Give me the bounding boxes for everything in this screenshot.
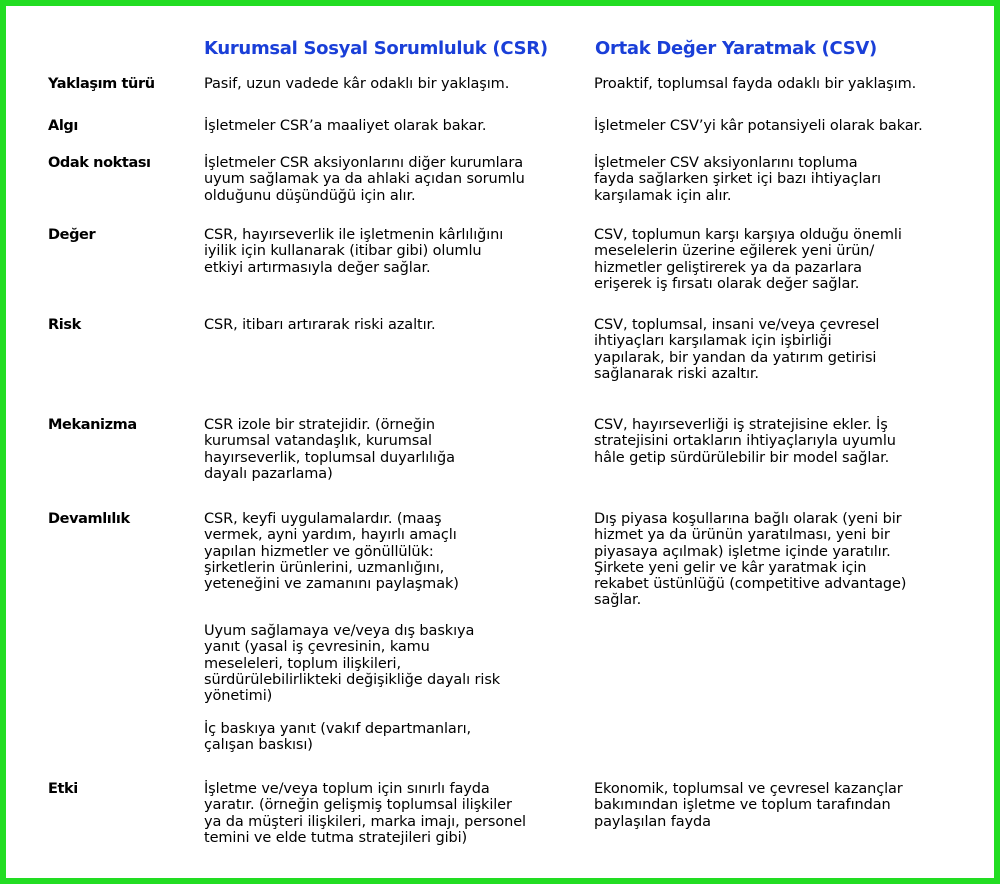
row-label-impact: Etki xyxy=(48,781,78,797)
csr-continuity-compliance: Uyum sağlamaya ve/veya dış baskıya yanıt (yasal iş çevresinin, kamu meseleleri, toplum ilişkileri, sürdürülebilirlikteki değişikliğe dayalı risk yönetimi) xyxy=(204,623,501,705)
csr-mechanism: CSR izole bir stratejidir. (örneğin kurumsal vatandaşlık, kurumsal hayırseverlik, toplumsal duyarlılığa dayalı pazarlama) xyxy=(204,417,455,482)
csr-approach: Pasif, uzun vadede kâr odaklı bir yaklaşım. xyxy=(204,76,510,92)
row-label-risk: Risk xyxy=(48,317,81,333)
csv-focus: İşletmeler CSV aksiyonlarını topluma fayda sağlarken şirket içi bazı ihtiyaçları karşılamak için alır. xyxy=(594,155,881,204)
csv-continuity: Dış piyasa koşullarına bağlı olarak (yeni bir hizmet ya da ürünün yaratılması, yeni bir piyasaya açılmak) işletme içinde yaratılır. Şirkete yeni gelir ve kâr yaratmak için rekabet üstünlüğü (competitive advantage) sağlar. xyxy=(594,511,907,609)
row-label-value: Değer xyxy=(48,227,96,243)
row-label-approach: Yaklaşım türü xyxy=(48,76,155,92)
csv-perception: İşletmeler CSV’yi kâr potansiyeli olarak bakar. xyxy=(594,118,923,134)
csr-focus: İşletmeler CSR aksiyonlarını diğer kurumlara uyum sağlamak ya da ahlaki açıdan sorumlu olduğunu düşündüğü için alır. xyxy=(204,155,525,204)
header-csr: Kurumsal Sosyal Sorumluluk (CSR) xyxy=(204,38,548,59)
csv-mechanism: CSV, hayırseverliği iş stratejisine ekler. İş stratejisini ortakların ihtiyaçlarıyla uyumlu hâle getip sürdürülebilir bir model sağlar. xyxy=(594,417,896,466)
csr-value: CSR, hayırseverlik ile işletmenin kârlılığını iyilik için kullanarak (itibar gibi) olumlu etkiyi artırmasıyla değer sağlar. xyxy=(204,227,504,276)
csr-continuity: CSR, keyfi uygulamalardır. (maaş vermek, ayni yardım, hayırlı amaçlı yapılan hizmetler ve gönüllülük: şirketlerin ürünlerini, uzmanlığını, yeteneğini ve zamanını paylaşmak) xyxy=(204,511,459,593)
row-label-perception: Algı xyxy=(48,118,78,134)
row-label-mechanism: Mekanizma xyxy=(48,417,137,433)
header-csv: Ortak Değer Yaratmak (CSV) xyxy=(595,38,877,59)
csv-approach: Proaktif, toplumsal fayda odaklı bir yaklaşım. xyxy=(594,76,917,92)
row-label-continuity: Devamlılık xyxy=(48,511,130,527)
csr-continuity-internal: İç baskıya yanıt (vakıf departmanları, çalışan baskısı) xyxy=(204,721,472,754)
row-label-focus: Odak noktası xyxy=(48,155,151,171)
csr-impact: İşletme ve/veya toplum için sınırlı fayda yaratır. (örneğin gelişmiş toplumsal ilişkiler ya da müşteri ilişkileri, marka imajı, personel temini ve elde tutma stratejileri gibi) xyxy=(204,781,526,846)
csv-risk: CSV, toplumsal, insani ve/veya çevresel ihtiyaçları karşılamak için işbirliği yapılarak, bir yandan da yatırım getirisi sağlanarak riski azaltır. xyxy=(594,317,880,382)
csr-perception: İşletmeler CSR’a maaliyet olarak bakar. xyxy=(204,118,487,134)
csr-risk: CSR, itibarı artırarak riski azaltır. xyxy=(204,317,436,333)
csv-value: CSV, toplumun karşı karşıya olduğu önemli meselelerin üzerine eğilerek yeni ürün/ hizmetler geliştirerek ya da pazarlara erişerek iş fırsatı olarak değer sağlar. xyxy=(594,227,902,292)
csv-impact: Ekonomik, toplumsal ve çevresel kazançlar bakımından işletme ve toplum tarafından paylaşılan fayda xyxy=(594,781,903,830)
